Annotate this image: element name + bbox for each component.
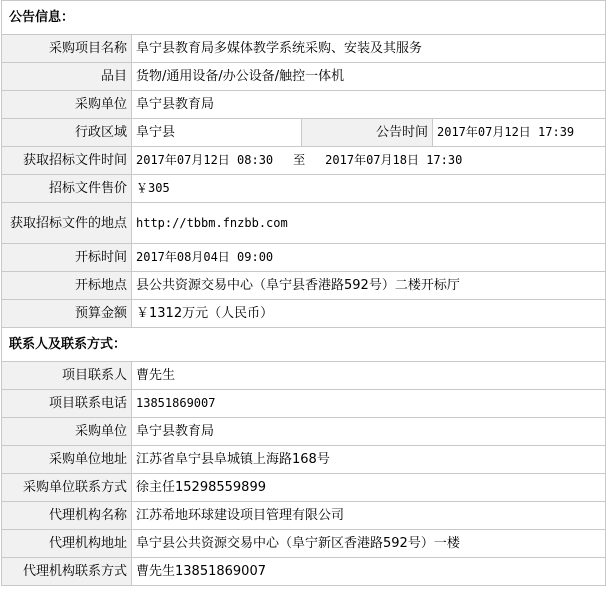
contact-value: 曹先生13851869007 (132, 558, 606, 586)
project-name-label: 采购项目名称 (2, 35, 132, 63)
table-row (2, 203, 606, 244)
contact-label: 项目联系电话 (2, 390, 132, 418)
buyer-label: 采购单位 (2, 91, 132, 119)
table-row (2, 300, 606, 328)
announce-time-label: 公告时间 (302, 119, 433, 147)
table-row (2, 474, 606, 502)
table-row (2, 147, 606, 175)
tender-time-start: 2017年07月12日 08:30 (136, 153, 274, 167)
category-value: 货物/通用设备/办公设备/触控一体机 (132, 63, 606, 91)
section-title-announcement: 公告信息： (2, 1, 606, 35)
table-row (2, 35, 606, 63)
contact-value: 曹先生 (132, 362, 606, 390)
table-row (2, 244, 606, 272)
contact-value: 阜宁县公共资源交易中心（阜宁新区香港路592号）一楼 (132, 530, 606, 558)
tender-place-label: 获取招标文件的地点 (2, 203, 132, 244)
table-row (2, 390, 606, 418)
table-row (2, 119, 606, 147)
tender-time-value (132, 147, 606, 175)
contact-value: 江苏省阜宁县阜城镇上海路168号 (132, 446, 606, 474)
tender-price-value: ￥305 (132, 175, 606, 203)
announcement-table (1, 0, 606, 586)
table-row (2, 91, 606, 119)
section-title-contacts: 联系人及联系方式： (2, 328, 606, 362)
contact-value: 阜宁县教育局 (132, 418, 606, 446)
table-row (2, 530, 606, 558)
contact-value: 江苏希地环球建设项目管理有限公司 (132, 502, 606, 530)
table-row (2, 362, 606, 390)
buyer-value: 阜宁县教育局 (132, 91, 606, 119)
budget-label: 预算金额 (2, 300, 132, 328)
contact-label: 项目联系人 (2, 362, 132, 390)
open-time-label: 开标时间 (2, 244, 132, 272)
section-header-row (2, 328, 606, 362)
project-name-value: 阜宁县教育局多媒体教学系统采购、安装及其服务 (132, 35, 606, 63)
region-value: 阜宁县 (132, 119, 302, 147)
table-row (2, 175, 606, 203)
section-header-row (2, 1, 606, 35)
table-row (2, 558, 606, 586)
contact-label: 采购单位联系方式 (2, 474, 132, 502)
open-place-value: 县公共资源交易中心（阜宁县香港路592号）二楼开标厅 (132, 272, 606, 300)
table-row (2, 502, 606, 530)
tender-time-label: 获取招标文件时间 (2, 147, 132, 175)
contact-label: 代理机构地址 (2, 530, 132, 558)
table-row (2, 446, 606, 474)
tender-place-value: http://tbbm.fnzbb.com (132, 203, 606, 244)
category-label: 品目 (2, 63, 132, 91)
contact-label: 采购单位 (2, 418, 132, 446)
table-row (2, 63, 606, 91)
region-label: 行政区域 (2, 119, 132, 147)
budget-value: ￥1312万元（人民币） (132, 300, 606, 328)
contact-label: 代理机构联系方式 (2, 558, 132, 586)
table-row (2, 272, 606, 300)
open-time-value: 2017年08月04日 09:00 (132, 244, 606, 272)
contact-value: 徐主任15298559899 (132, 474, 606, 502)
open-place-label: 开标地点 (2, 272, 132, 300)
tender-time-separator: 至 (293, 153, 306, 167)
tender-price-label: 招标文件售价 (2, 175, 132, 203)
announce-time-value: 2017年07月12日 17:39 (433, 119, 606, 147)
contact-value: 13851869007 (132, 390, 606, 418)
tender-time-end: 2017年07月18日 17:30 (325, 153, 463, 167)
contact-label: 采购单位地址 (2, 446, 132, 474)
contact-label: 代理机构名称 (2, 502, 132, 530)
table-row (2, 418, 606, 446)
